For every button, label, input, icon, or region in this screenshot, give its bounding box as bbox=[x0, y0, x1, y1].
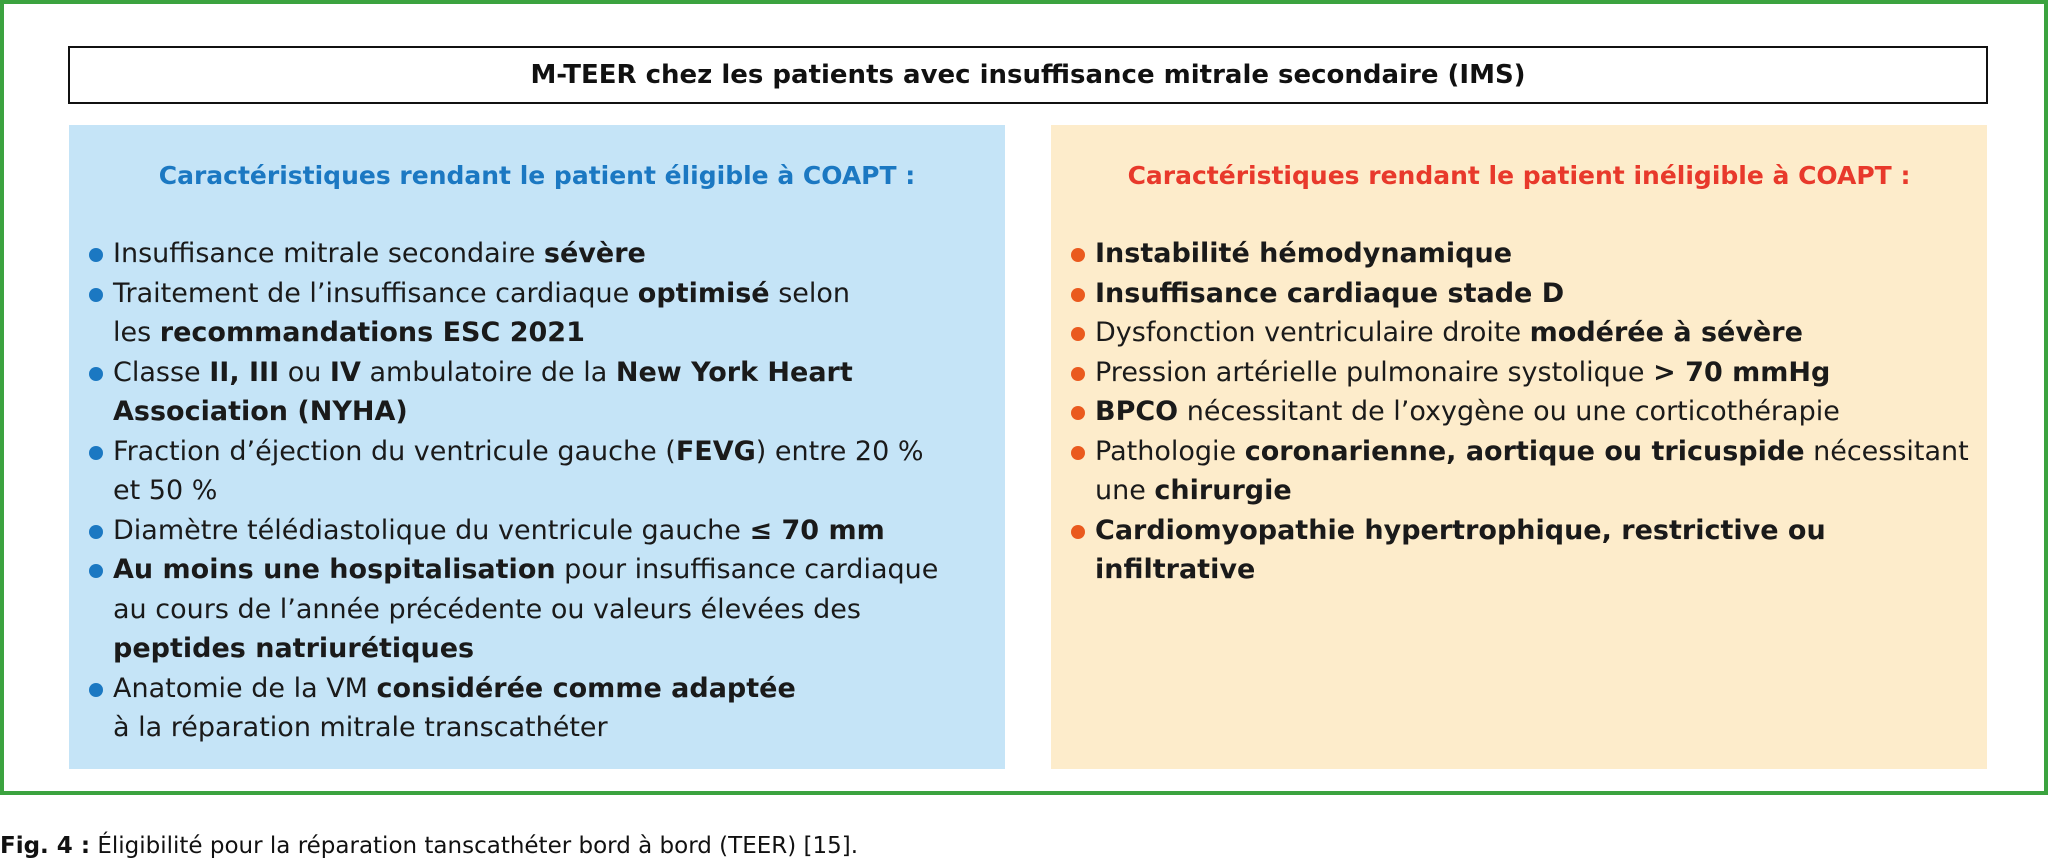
ineligible-criterion-item bbox=[1071, 511, 1977, 590]
ineligible-panel bbox=[1051, 125, 1987, 769]
bullet-dot-icon bbox=[1071, 288, 1085, 302]
text: à la réparation mitrale transcathéter bbox=[113, 712, 608, 743]
ineligible-criterion-item bbox=[1071, 313, 1977, 353]
caption-text: Éligibilité pour la réparation tanscathéter bord à bord (TEER) [15]. bbox=[90, 833, 859, 859]
text: Traitement de l’insuffisance cardiaque bbox=[113, 277, 638, 309]
bold-text: peptides natriurétiques bbox=[113, 633, 475, 664]
bullet-dot-icon bbox=[89, 564, 103, 578]
bold-text: FEVG bbox=[675, 435, 756, 467]
text: une bbox=[1095, 475, 1155, 506]
bullet-dot-icon bbox=[89, 288, 103, 302]
bold-text: coronarienne, aortique ou tricuspide bbox=[1244, 435, 1805, 467]
text: Pathologie bbox=[1095, 435, 1245, 467]
bullet-dot-icon bbox=[89, 248, 103, 262]
bold-text: Instabilité hémodynamique bbox=[1095, 238, 1513, 269]
bullet-dot-icon bbox=[1071, 406, 1085, 420]
bold-text: II, III bbox=[209, 356, 280, 388]
bullet-dot-icon bbox=[89, 525, 103, 539]
text: Pression artérielle pulmonaire systolique bbox=[1095, 356, 1654, 388]
eligible-panel bbox=[69, 125, 1005, 769]
bold-text: Insuffisance cardiaque stade D bbox=[1095, 277, 1565, 309]
text: Dysfonction ventriculaire droite bbox=[1095, 317, 1530, 348]
text: nécessitant bbox=[1804, 435, 1969, 467]
bullet-dot-icon bbox=[1071, 367, 1085, 381]
text: et 50 % bbox=[113, 475, 218, 506]
bold-text: Au moins une hospitalisation bbox=[113, 554, 556, 585]
eligible-criterion-item bbox=[89, 353, 995, 432]
text: ou bbox=[279, 356, 330, 388]
bullet-dot-icon bbox=[1071, 525, 1085, 539]
bold-text: Association (NYHA) bbox=[113, 396, 408, 427]
text: au cours de l’année précédente ou valeurs élevées des bbox=[113, 593, 861, 625]
eligible-criterion-item bbox=[89, 669, 995, 748]
figure-title: M-TEER chez les patients avec insuffisance mitrale secondaire (IMS) bbox=[68, 46, 1988, 104]
figure-caption bbox=[0, 833, 858, 859]
text: les bbox=[113, 317, 160, 348]
text: nécessitant de l’oxygène ou une corticothérapie bbox=[1178, 396, 1840, 427]
bullet-dot-icon bbox=[1071, 327, 1085, 341]
eligible-criterion-item bbox=[89, 511, 995, 551]
ineligible-heading: Caractéristiques rendant le patient inéligible à COAPT : bbox=[1127, 161, 1911, 190]
bold-text: chirurgie bbox=[1154, 475, 1292, 506]
text: ) entre 20 % bbox=[755, 435, 924, 467]
text: pour insuffisance cardiaque bbox=[555, 554, 939, 585]
bold-text: recommandations ESC 2021 bbox=[159, 317, 585, 348]
bold-text: sévère bbox=[543, 238, 646, 269]
ineligible-criteria-list bbox=[1071, 234, 1977, 590]
caption-label: Fig. 4 : bbox=[0, 833, 91, 859]
text: ambulatoire de la bbox=[360, 356, 616, 388]
eligible-criterion-item bbox=[89, 234, 995, 274]
bold-text: > 70 mmHg bbox=[1653, 356, 1831, 388]
bold-text: optimisé bbox=[637, 277, 770, 309]
text: selon bbox=[769, 277, 851, 309]
text: Insuffisance mitrale secondaire bbox=[113, 238, 544, 269]
ineligible-criterion-item bbox=[1071, 353, 1977, 393]
bold-text: considérée comme adaptée bbox=[376, 672, 796, 704]
bullet-dot-icon bbox=[1071, 446, 1085, 460]
text: Anatomie de la VM bbox=[113, 672, 377, 704]
ineligible-criterion-item bbox=[1071, 274, 1977, 314]
eligible-criterion-item bbox=[89, 432, 995, 511]
bullet-dot-icon bbox=[89, 683, 103, 697]
bold-text: ≤ 70 mm bbox=[749, 514, 885, 546]
ineligible-criterion-item bbox=[1071, 432, 1977, 511]
bullet-dot-icon bbox=[89, 446, 103, 460]
bold-text: modérée à sévère bbox=[1529, 317, 1803, 348]
bold-text: New York Heart bbox=[615, 356, 853, 388]
text: Diamètre télédiastolique du ventricule gauche bbox=[113, 514, 750, 546]
eligible-heading: Caractéristiques rendant le patient éligible à COAPT : bbox=[158, 161, 916, 190]
eligible-criterion-item bbox=[89, 550, 995, 669]
bold-text: IV bbox=[329, 356, 361, 388]
eligible-criteria-list bbox=[89, 234, 995, 748]
text: Classe bbox=[113, 356, 210, 388]
bold-text: BPCO bbox=[1095, 396, 1179, 427]
ineligible-criterion-item bbox=[1071, 392, 1977, 432]
bold-text: Cardiomyopathie hypertrophique, restrictive ou infiltrative bbox=[1095, 514, 1826, 585]
bullet-dot-icon bbox=[1071, 248, 1085, 262]
ineligible-criterion-item bbox=[1071, 234, 1977, 274]
eligible-criterion-item bbox=[89, 274, 995, 353]
bullet-dot-icon bbox=[89, 367, 103, 381]
text: Fraction d’éjection du ventricule gauche ( bbox=[113, 435, 676, 467]
